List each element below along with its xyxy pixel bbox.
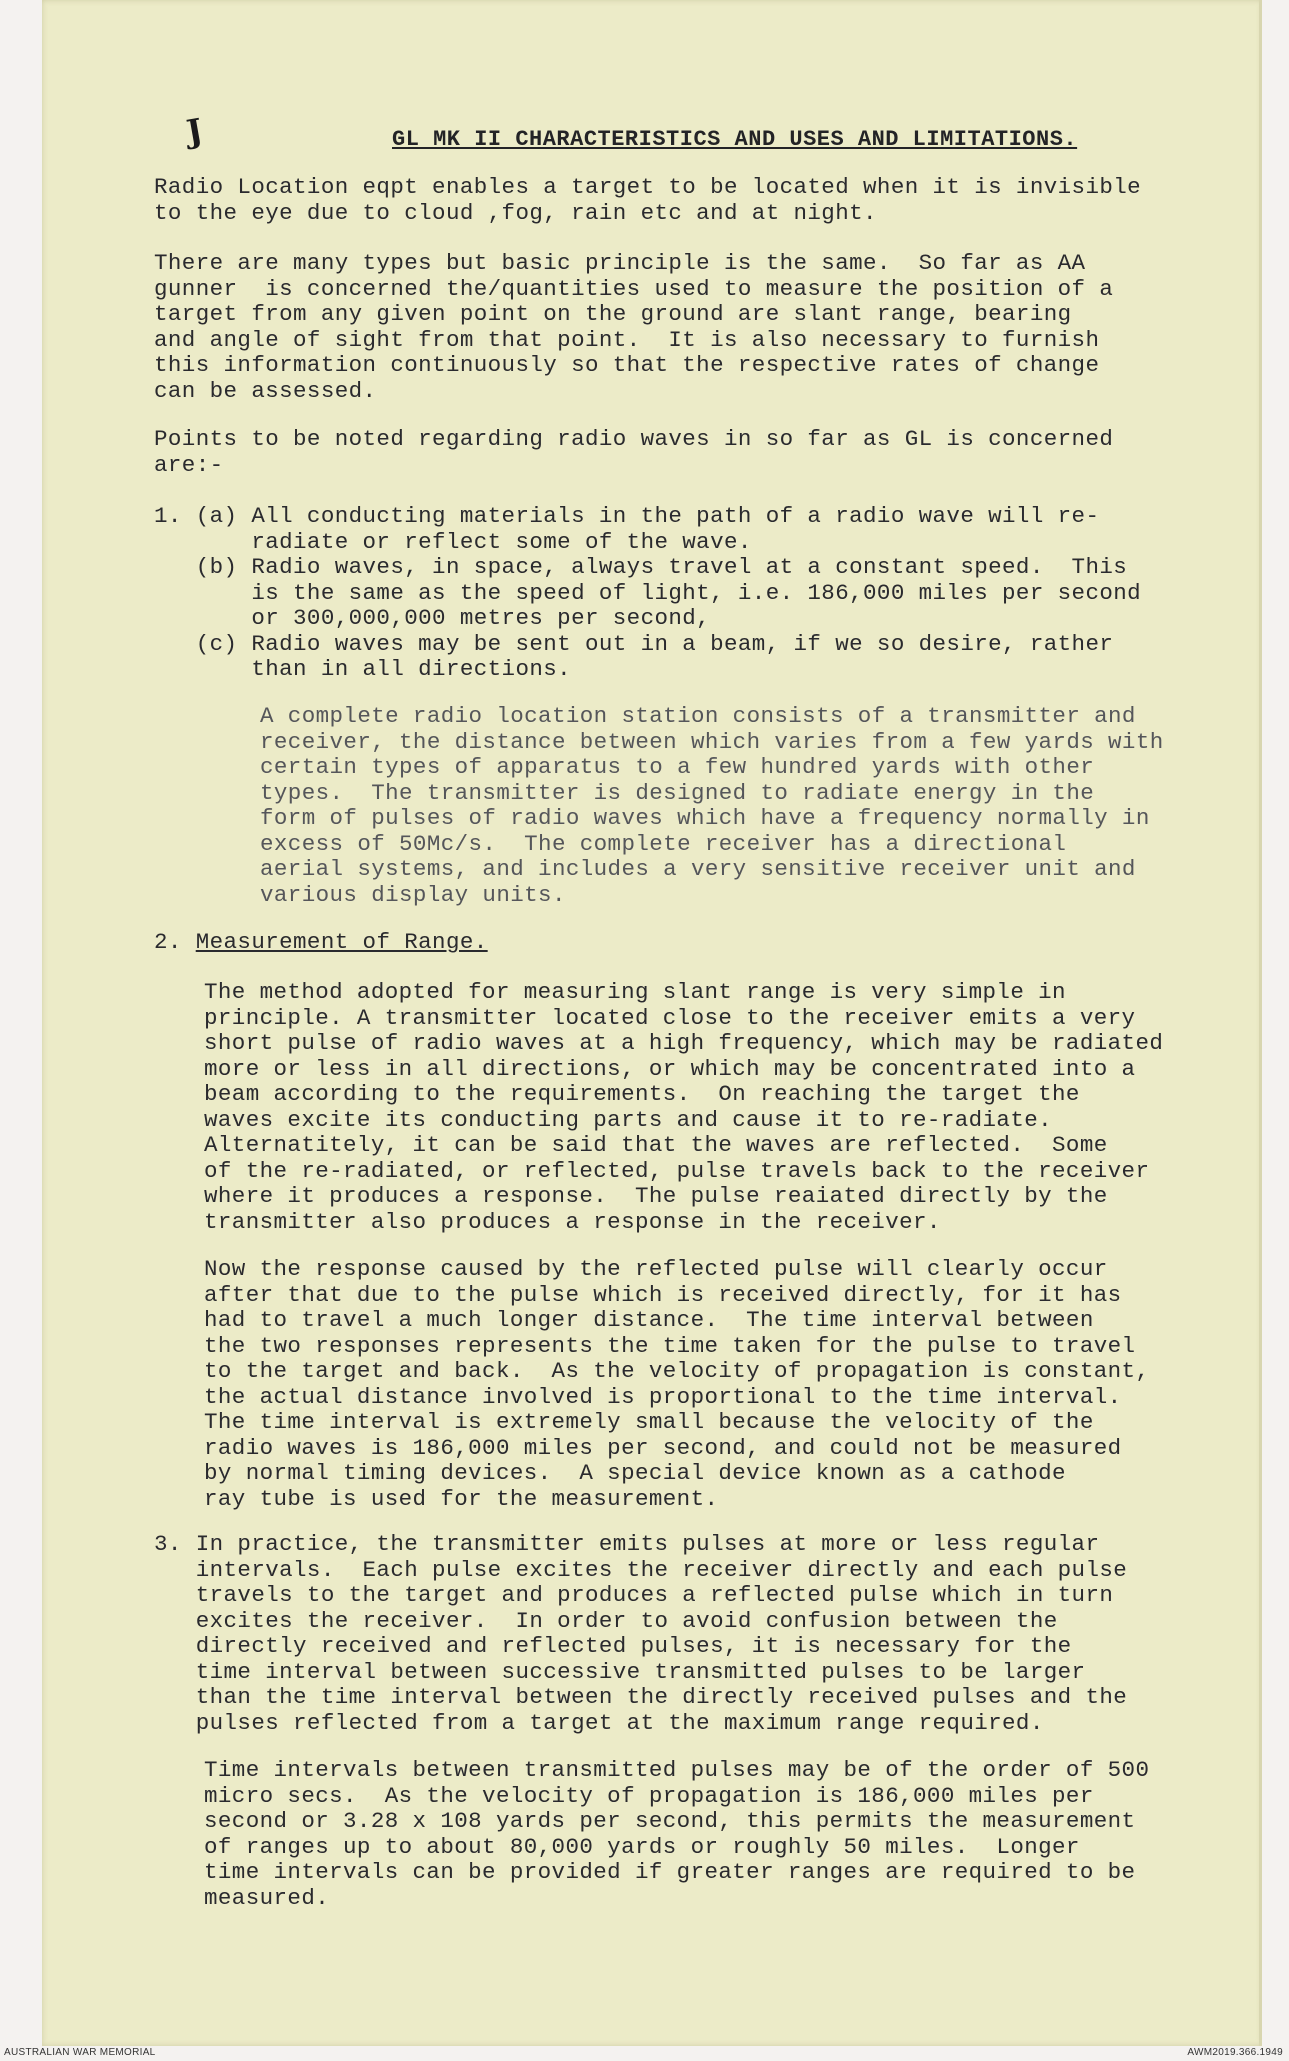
paragraph-response: Now the response caused by the reflected pulse will clearly occur after that due to the pulse which is received directly, for it has had to travel a much longer distance. The time interval between the two responses represents the time taken for the pulse to travel to the target and back. As the velocity of propagation is constant, the actual distance involved is proportional to the time interval. The time interval is extremely small because the velocity of the radio waves is 186,000 miles per second, and could not be measured by normal timing devices. A special device known as a cathode ray tube is used for the measurement. bbox=[204, 1256, 1150, 1512]
margin-mark: J bbox=[183, 110, 206, 152]
paragraph-method: The method adopted for measuring slant range is very simple in principle. A transmitter located close to the receiver emits a very short pulse of radio waves at a high frequency, which may be radiated more or less in all directions, or which may be concentrated into a beam according to the requirements. On reaching the target the waves excite its conducting parts and cause it to re-radiate. Alternatitely, it can be said that the waves are reflected. Some of the re-radiated, or reflected, pulse travels back to the receiver where it produces a response. The pulse reaiated directly by the transmitter also produces a response in the receiver. bbox=[204, 979, 1164, 1235]
section-heading-range bbox=[154, 930, 488, 956]
section-number: 2. bbox=[154, 929, 196, 955]
paragraph-station: A complete radio location station consists of a transmitter and receiver, the distance between which varies from a few yards with certain types of apparatus to a few hundred yards with other types. The transmitter is designed to radiate energy in the form of pulses of radio waves which have a frequency normally in excess of 50Mc/s. The complete receiver has a directional aerial systems, and includes a very sensitive receiver unit and various display units. bbox=[260, 703, 1164, 908]
paragraph-points: Points to be noted regarding radio waves in so far as GL is concerned are:- bbox=[154, 426, 1114, 478]
document-page bbox=[42, 0, 1262, 2046]
section-title: Measurement of Range. bbox=[195, 929, 488, 955]
page-title: GL MK II CHARACTERISTICS AND USES AND LIMITATIONS. bbox=[392, 127, 1078, 152]
paragraph-intervals: Time intervals between transmitted pulses may be of the order of 500 micro secs. As the velocity of propagation is 186,000 miles per second or 3.28 x 108 yards per second, this permits the measurement of ranges up to about 80,000 yards or roughly 50 miles. Longer time intervals can be provided if greater ranges are required to be measured. bbox=[204, 1757, 1150, 1911]
paragraph-intro: Radio Location eqpt enables a target to be located when it is invisible to the eye due to cloud ,fog, rain etc and at night. bbox=[154, 174, 1142, 226]
paragraph-types: There are many types but basic principle is the same. So far as AA gunner is concerned the/quantities used to measure the position of a target from any given point on the ground are slant range, bearing and angle of sight from that point. It is also necessary to furnish this information continuously so that the respective rates of change can be assessed. bbox=[154, 250, 1114, 404]
footer-reference: AWM2019.366.1949 bbox=[1187, 2047, 1283, 2058]
footer-credit: AUSTRALIAN WAR MEMORIAL bbox=[4, 2047, 156, 2058]
list-item-1: 1. (a) All conducting materials in the path of a radio wave will re- radiate or reflect some of the wave. (b) Radio waves, in space, always travel at a constant speed. This is the same as the speed of light, i.e. 186,000 miles per second or 300,000,000 metres per second, (c) Radio waves may be sent out in a beam, if we so desire, rather than in all directions. bbox=[154, 503, 1142, 682]
list-item-3: 3. In practice, the transmitter emits pulses at more or less regular intervals. Each pulse excites the receiver directly and each pulse travels to the target and produces a reflected pulse which in turn excites the receiver. In order to avoid confusion between the directly received and reflected pulses, it is necessary for the time interval between successive transmitted pulses to be larger than the time interval between the directly received pulses and the pulses reflected from a target at the maximum range required. bbox=[154, 1531, 1128, 1736]
